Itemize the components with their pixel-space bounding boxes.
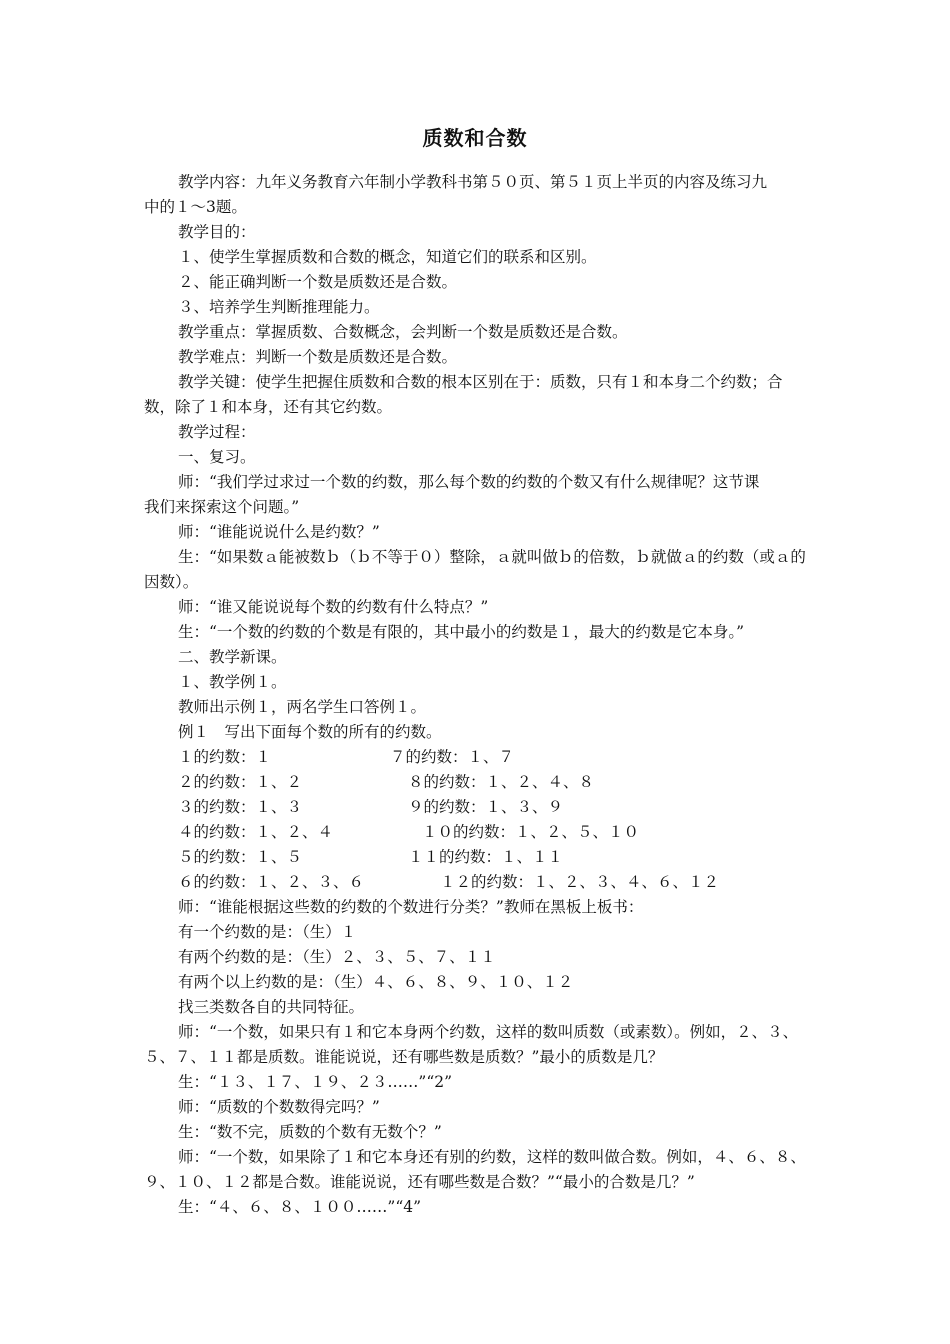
example-heading: １、教学例１。 <box>178 673 287 691</box>
prime-count-a: 生：“数不完，质数的个数有无数个？” <box>178 1123 442 1141</box>
divisor-10: １０的约数：１、２、５、１０ <box>422 823 640 841</box>
class-many-divisors: 有两个以上约数的是：（生）４、６、８、９、１０、１２ <box>178 973 574 991</box>
section-review: 一、复习。 <box>178 448 256 466</box>
objective-3: ３、培养学生判断推理能力。 <box>178 298 380 316</box>
dialog-5: 生：“一个数的约数的个数是有限的，其中最小的约数是１，最大的约数是它本身。” <box>178 623 745 641</box>
divisor-5: ５的约数：１、５ <box>178 848 303 866</box>
dialog-1b: 我们来探索这个问题。” <box>144 498 300 516</box>
example-intro: 教师出示例１，两名学生口答例１。 <box>178 698 427 716</box>
dialog-2: 师：“谁能说说什么是约数？” <box>178 523 380 541</box>
class-two-divisors: 有两个约数的是：（生）２、３、５、７、１１ <box>178 948 496 966</box>
divisor-11: １１的约数：１、１１ <box>408 848 564 866</box>
divisor-7: ７的约数：１、７ <box>390 748 515 766</box>
document-title: 质数和合数 <box>422 126 528 150</box>
class-one-divisor: 有一个约数的是：（生）１ <box>178 923 357 941</box>
process-heading: 教学过程： <box>178 423 256 441</box>
find-features: 找三类数各自的共同特征。 <box>178 998 365 1016</box>
para-content-2: 中的１～3题。 <box>144 198 247 216</box>
dialog-3a: 生：“如果数ａ能被数ｂ（ｂ不等于０）整除，ａ就叫做ｂ的倍数，ｂ就做ａ的约数（或ａ的 <box>178 548 806 566</box>
dialog-4: 师：“谁又能说说每个数的约数有什么特点？” <box>178 598 489 616</box>
divisor-6: ６的约数：１、２、３、６ <box>178 873 365 891</box>
objective-1: １、使学生掌握质数和合数的概念，知道它们的联系和区别。 <box>178 248 597 266</box>
key-point: 教学重点：掌握质数、合数概念，会判断一个数是质数还是合数。 <box>178 323 628 341</box>
objectives-heading: 教学目的： <box>178 223 256 241</box>
prime-def-b: ５、７、１１都是质数。谁能说说，还有哪些数是质数？”最小的质数是几？ <box>144 1048 664 1066</box>
divisor-9: ９的约数：１、３、９ <box>408 798 564 816</box>
divisor-3: ３的约数：１、３ <box>178 798 303 816</box>
divisor-12: １２的约数：１、２、３、４、６、１２ <box>440 873 720 891</box>
composite-answer: 生：“４、６、８、１００……”“4” <box>178 1198 422 1216</box>
divisor-8: ８的约数：１、２、４、８ <box>408 773 595 791</box>
dialog-1a: 师：“我们学过求过一个数的约数，那么每个数的约数的个数又有什么规律呢？这节课 <box>178 473 760 491</box>
composite-def-a: 师：“一个数，如果除了１和它本身还有别的约数，这样的数叫做合数。例如，４、６、８、 <box>178 1148 806 1166</box>
section-new-lesson: 二、教学新课。 <box>178 648 287 666</box>
dialog-3b: 因数）。 <box>144 573 199 591</box>
key-2: 数，除了１和本身，还有其它约数。 <box>144 398 393 416</box>
divisor-4: ４的约数：１、２、４ <box>178 823 334 841</box>
composite-def-b: ９、１０、１２都是合数。谁能说说，还有哪些数是合数？”“最小的合数是几？” <box>144 1173 695 1191</box>
prime-count-q: 师：“质数的个数数得完吗？” <box>178 1098 380 1116</box>
divisor-1: １的约数：１ <box>178 748 272 766</box>
classify-question: 师：“谁能根据这些数的约数的个数进行分类？”教师在黑板上板书： <box>178 898 644 916</box>
key-1: 教学关键：使学生把握住质数和合数的根本区别在于：质数，只有１和本身二个约数；合 <box>178 373 783 391</box>
divisor-2: ２的约数：１、２ <box>178 773 303 791</box>
prime-answer: 生：“１３、１７、１９、２３……”“2” <box>178 1073 453 1091</box>
example-task: 例１ 写出下面每个数的所有的约数。 <box>178 723 442 741</box>
prime-def-a: 师：“一个数，如果只有１和它本身两个约数，这样的数叫质数（或素数）。例如，２、３、 <box>178 1023 799 1041</box>
objective-2: ２、能正确判断一个数是质数还是合数。 <box>178 273 458 291</box>
para-content-1: 教学内容：九年义务教育六年制小学教科书第５０页、第５１页上半页的内容及练习九 <box>178 173 768 191</box>
difficulty: 教学难点：判断一个数是质数还是合数。 <box>178 348 458 366</box>
